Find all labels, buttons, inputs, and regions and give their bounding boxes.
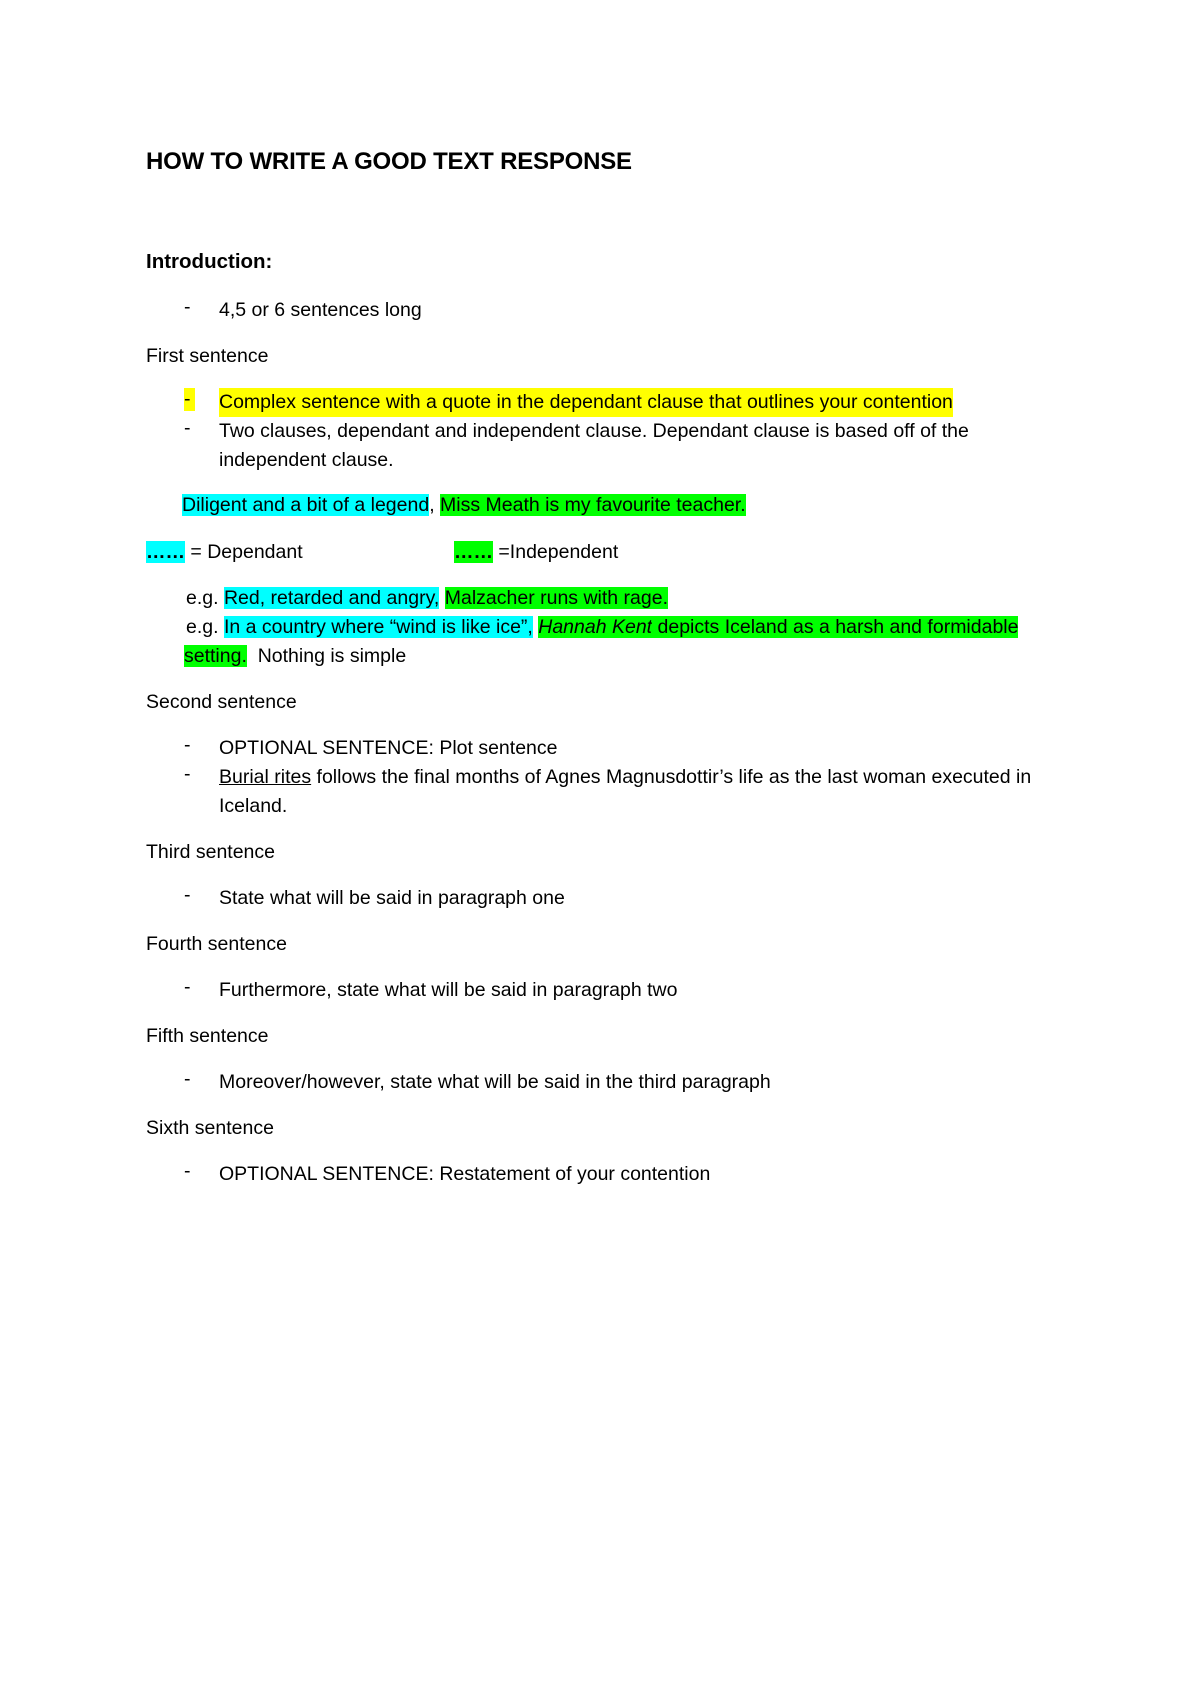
intro-bullet-length: 4,5 or 6 sentences long [219, 299, 422, 321]
example-two-independent: depicts Iceland as a harsh and formidable [652, 616, 1019, 638]
first-sentence-bullet-complex: Complex sentence with a quote in the dependant clause that outlines your contention [219, 388, 953, 417]
fourth-sentence-bullet: Furthermore, state what will be said in paragraph two [219, 979, 678, 1001]
example-one-independent: Malzacher runs with rage. [444, 587, 668, 609]
second-sentence-bullet-plot [219, 763, 1069, 821]
independent-key-swatch: …… [454, 541, 493, 563]
first-sentence-label: First sentence [146, 345, 269, 367]
bullet-marker: - [184, 1160, 191, 1182]
example-independent-clause: Miss Meath is my favourite teacher. [440, 494, 746, 516]
second-sentence-bullet-optional: OPTIONAL SENTENCE: Plot sentence [219, 737, 558, 759]
example-one-space [439, 587, 444, 609]
bullet-marker: - [184, 417, 191, 439]
fifth-sentence-bullet: Moreover/however, state what will be said in the third paragraph [219, 1071, 771, 1093]
plot-summary: follows the final months of Agnes Magnusdottir’s life as the last woman executed in Iceland. [219, 766, 1032, 817]
sixth-sentence-bullet: OPTIONAL SENTENCE: Restatement of your contention [219, 1163, 711, 1185]
dependant-key-swatch: …… [146, 541, 185, 563]
example-one [186, 584, 668, 612]
example-two-continued [184, 642, 406, 670]
third-sentence-bullet: State what will be said in paragraph one [219, 887, 565, 909]
example-one-dependant: Red, retarded and angry, [223, 587, 440, 609]
bullet-marker: - [184, 884, 191, 906]
example-two-dependant: In a country where “wind is like ice”, [223, 616, 533, 638]
fourth-sentence-label: Fourth sentence [146, 933, 287, 955]
introduction-heading: Introduction: [146, 250, 273, 273]
example-sentence [182, 491, 746, 519]
key-dependant [146, 538, 303, 566]
bullet-marker: - [184, 976, 191, 998]
third-sentence-label: Third sentence [146, 841, 275, 863]
bullet-marker: - [184, 763, 191, 785]
book-title: Burial rites [219, 766, 312, 788]
example-two-independent-end: setting. [184, 645, 247, 667]
example-one-prefix: e.g. [186, 587, 224, 609]
fifth-sentence-label: Fifth sentence [146, 1025, 269, 1047]
bullet-marker: - [184, 296, 191, 318]
example-two-prefix: e.g. [186, 616, 224, 638]
example-dependant-clause: Diligent and a bit of a legend [182, 494, 430, 516]
bullet-marker-highlighted: - [184, 388, 195, 411]
key-independent [454, 538, 618, 566]
second-sentence-label: Second sentence [146, 691, 297, 713]
first-sentence-bullet-clauses: Two clauses, dependant and independent clause. Dependant clause is based off of the independent clause. [219, 420, 969, 471]
page-title: HOW TO WRITE A GOOD TEXT RESPONSE [146, 148, 632, 175]
bullet-marker: - [184, 734, 191, 756]
example-two [186, 613, 1018, 641]
independent-key-label: =Independent [493, 541, 619, 563]
dependant-key-label: = Dependant [185, 541, 303, 563]
sixth-sentence-label: Sixth sentence [146, 1117, 274, 1139]
example-two-trailing-note: Nothing is simple [246, 645, 407, 667]
example-two-author: Hannah Kent [538, 616, 653, 638]
bullet-marker: - [184, 1068, 191, 1090]
example-comma: , [429, 494, 435, 516]
